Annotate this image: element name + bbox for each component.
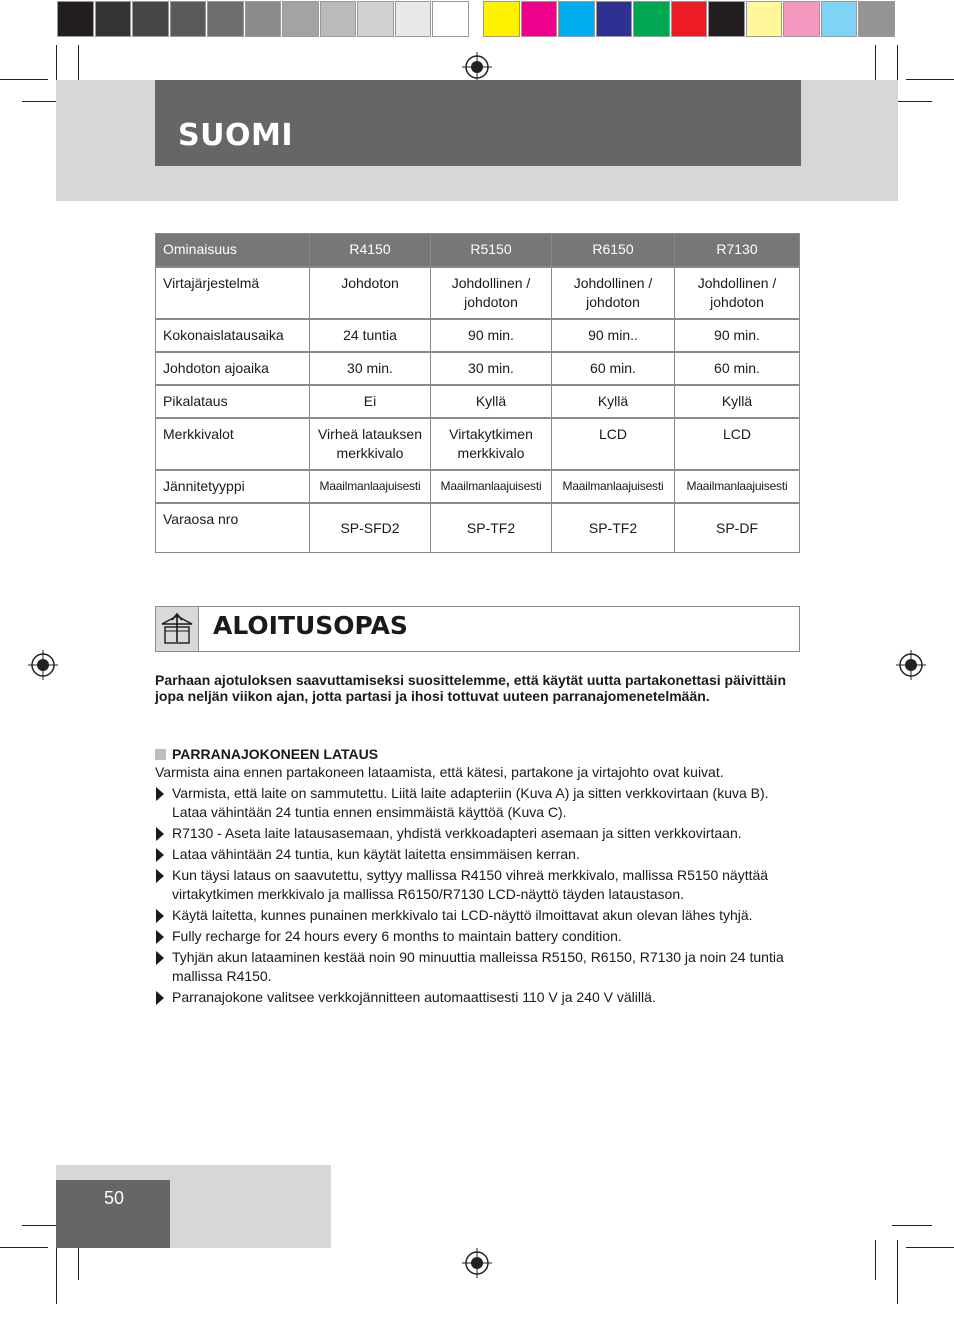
crop-mark bbox=[897, 1240, 898, 1304]
table-cell: 60 min. bbox=[552, 353, 675, 386]
color-swatch bbox=[245, 1, 282, 37]
subsection-heading bbox=[155, 745, 378, 763]
triangle-bullet-icon bbox=[156, 848, 164, 862]
registration-mark-icon bbox=[462, 52, 492, 82]
crop-mark bbox=[906, 1247, 954, 1248]
table-cell: Johdoton ajoaika bbox=[156, 353, 310, 386]
column-header: R5150 bbox=[431, 234, 552, 268]
registration-mark-icon bbox=[896, 650, 926, 680]
table-cell: Maailmanlaajuisesti bbox=[552, 471, 675, 504]
color-swatch bbox=[357, 1, 394, 37]
column-header: R7130 bbox=[675, 234, 800, 268]
color-swatch bbox=[57, 1, 94, 37]
crop-mark bbox=[906, 79, 954, 80]
table-cell: Maailmanlaajuisesti bbox=[310, 471, 431, 504]
color-swatch bbox=[708, 1, 745, 37]
section-title: ALOITUSOPAS bbox=[213, 611, 408, 640]
table-cell: Kyllä bbox=[552, 386, 675, 419]
table-cell: Maailmanlaajuisesti bbox=[431, 471, 552, 504]
triangle-bullet-icon bbox=[156, 930, 164, 944]
table-cell: Ei bbox=[310, 386, 431, 419]
list-item bbox=[155, 948, 800, 986]
list-item-text: Varmista, että laite on sammutettu. Liitä laite adapteriin (Kuva A) ja sitten verkkovirtaan (kuva B). Lataa vähintään 24 tuntia ennen ensimmäistä käyttöä (Kuva C). bbox=[172, 785, 769, 820]
triangle-bullet-icon bbox=[156, 827, 164, 841]
intro-paragraph: Parhaan ajotuloksen saavuttamiseksi suosittelemme, että käytät uutta partakonettasi päivittäin jopa neljän viikon ajan, jotta partasi ja ihosi tottuvat uuteen parranajomenetelmään. bbox=[155, 672, 786, 704]
page-title: SUOMI bbox=[178, 118, 293, 153]
table-cell: Merkkivalot bbox=[156, 419, 310, 471]
table-row bbox=[156, 268, 800, 320]
color-swatch bbox=[858, 1, 895, 37]
list-item-text: R7130 - Aseta laite latausasemaan, yhdistä verkkoadapteri asemaan ja sitten verkkovirtaan. bbox=[172, 825, 742, 841]
color-swatch bbox=[746, 1, 783, 37]
table-cell: Maailmanlaajuisesti bbox=[675, 471, 800, 504]
color-swatch bbox=[521, 1, 558, 37]
crop-mark bbox=[892, 1225, 932, 1226]
subsection-lead: Varmista aina ennen partakoneen lataamista, että kätesi, partakone ja virtajohto ovat kuivat. bbox=[155, 764, 724, 780]
list-item bbox=[155, 906, 800, 925]
list-item bbox=[155, 866, 800, 904]
process-color-bar bbox=[483, 0, 896, 38]
table-cell: 30 min. bbox=[431, 353, 552, 386]
table-cell: 90 min. bbox=[431, 320, 552, 353]
color-swatch bbox=[170, 1, 207, 37]
triangle-bullet-icon bbox=[156, 909, 164, 923]
section-icon-container bbox=[156, 607, 199, 651]
table-cell: Johdoton bbox=[310, 268, 431, 320]
table-row bbox=[156, 419, 800, 471]
square-bullet-icon bbox=[155, 749, 166, 760]
table-cell: Kyllä bbox=[431, 386, 552, 419]
table-cell: 90 min.. bbox=[552, 320, 675, 353]
list-item bbox=[155, 784, 800, 822]
color-swatch bbox=[671, 1, 708, 37]
table-row bbox=[156, 353, 800, 386]
table-cell: LCD bbox=[675, 419, 800, 471]
box-arrow-up-icon bbox=[156, 607, 198, 651]
color-swatch bbox=[783, 1, 820, 37]
color-swatch bbox=[596, 1, 633, 37]
table-cell: Kokonaislatausaika bbox=[156, 320, 310, 353]
page-number: 50 bbox=[104, 1188, 125, 1208]
table-cell: Varaosa nro bbox=[156, 504, 310, 552]
list-item-text: Tyhjän akun lataaminen kestää noin 90 minuuttia malleissa R5150, R6150, R7130 ja noin 24 tuntia mallissa R4150. bbox=[172, 949, 784, 984]
table-row bbox=[156, 320, 800, 353]
table-cell: SP-TF2 bbox=[552, 504, 675, 552]
table-cell: Johdollinen / johdoton bbox=[431, 268, 552, 320]
color-swatch bbox=[207, 1, 244, 37]
crop-mark bbox=[892, 101, 932, 102]
list-item-text: Lataa vähintään 24 tuntia, kun käytät laitetta ensimmäisen kerran. bbox=[172, 846, 580, 862]
triangle-bullet-icon bbox=[156, 869, 164, 883]
table-cell: Johdollinen / johdoton bbox=[675, 268, 800, 320]
crop-mark bbox=[0, 1247, 48, 1248]
color-swatch bbox=[95, 1, 132, 37]
table-cell: Jännitetyyppi bbox=[156, 471, 310, 504]
table-cell: 90 min. bbox=[675, 320, 800, 353]
table-cell: Pikalataus bbox=[156, 386, 310, 419]
table-cell: Virtajärjestelmä bbox=[156, 268, 310, 320]
triangle-bullet-icon bbox=[156, 787, 164, 801]
color-swatch bbox=[132, 1, 169, 37]
table-cell: SP-TF2 bbox=[431, 504, 552, 552]
table-cell: Kyllä bbox=[675, 386, 800, 419]
color-swatch bbox=[483, 1, 520, 37]
table-cell: Virtakytkimen merkkivalo bbox=[431, 419, 552, 471]
color-swatch bbox=[432, 1, 469, 37]
list-item bbox=[155, 845, 800, 864]
table-header-row bbox=[156, 234, 800, 268]
color-swatch bbox=[821, 1, 858, 37]
color-swatch bbox=[395, 1, 432, 37]
grayscale-color-bar bbox=[57, 0, 470, 38]
crop-mark bbox=[56, 1240, 57, 1304]
color-swatch bbox=[282, 1, 319, 37]
color-swatch bbox=[558, 1, 595, 37]
list-item-text: Fully recharge for 24 hours every 6 months to maintain battery condition. bbox=[172, 928, 622, 944]
table-cell: Johdollinen / johdoton bbox=[552, 268, 675, 320]
instruction-list bbox=[155, 784, 800, 1009]
list-item-text: Käytä laitetta, kunnes punainen merkkivalo tai LCD-näyttö ilmoittavat akun olevan lähes tyhjä. bbox=[172, 907, 753, 923]
color-swatch bbox=[320, 1, 357, 37]
triangle-bullet-icon bbox=[156, 991, 164, 1005]
table-cell: SP-DF bbox=[675, 504, 800, 552]
table-cell: Virheä latauksen merkkivalo bbox=[310, 419, 431, 471]
specification-table bbox=[155, 233, 800, 553]
table-row bbox=[156, 471, 800, 504]
table-cell: 60 min. bbox=[675, 353, 800, 386]
list-item-text: Kun täysi lataus on saavutettu, syttyy mallissa R4150 vihreä merkkivalo, mallissa R5150 näyttää virtakytkimen merkkivalo ja mallissa R6150/R7130 LCD-näyttö täyden lataustason. bbox=[172, 867, 769, 902]
crop-mark bbox=[0, 79, 48, 80]
registration-mark-icon bbox=[28, 650, 58, 680]
list-item bbox=[155, 824, 800, 843]
list-item bbox=[155, 927, 800, 946]
table-row bbox=[156, 504, 800, 552]
column-header: R4150 bbox=[310, 234, 431, 268]
subsection-heading-text: PARRANAJOKONEEN LATAUS bbox=[172, 746, 379, 762]
list-item-text: Parranajokone valitsee verkkojännitteen automaattisesti 110 V ja 240 V välillä. bbox=[172, 989, 656, 1005]
triangle-bullet-icon bbox=[156, 951, 164, 965]
list-item bbox=[155, 988, 800, 1007]
table-cell: 24 tuntia bbox=[310, 320, 431, 353]
table-cell: SP-SFD2 bbox=[310, 504, 431, 552]
column-header: R6150 bbox=[552, 234, 675, 268]
table-row bbox=[156, 386, 800, 419]
registration-mark-icon bbox=[462, 1248, 492, 1278]
color-swatch bbox=[633, 1, 670, 37]
column-header: Ominaisuus bbox=[156, 234, 310, 268]
table-cell: 30 min. bbox=[310, 353, 431, 386]
table-cell: LCD bbox=[552, 419, 675, 471]
crop-mark bbox=[875, 1240, 876, 1280]
section-header bbox=[155, 606, 800, 652]
